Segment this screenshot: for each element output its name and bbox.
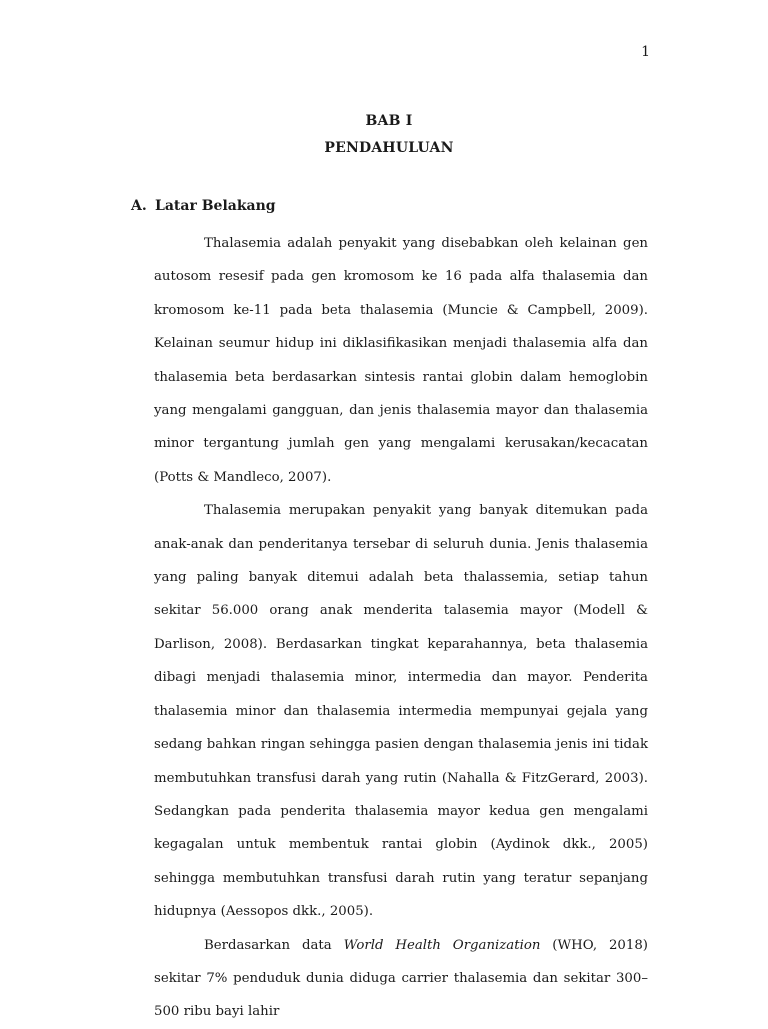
section-letter: A. [131,198,147,214]
paragraph: Thalasemia adalah penyakit yang disebabkan oleh kelainan gen autosom resesif pada gen kromosom ke 16 pada alfa thalasemia dan kromosom ke-11 pada beta thalasemia (Muncie & Campbell, 2009). Kelainan seumur hidup ini diklasifikasikan menjadi thalasemia alfa dan thalasemia beta berdasarkan sintesis rantai globin dalam hemoglobin yang mengalami gangguan, dan jenis thalasemia mayor dan thalasemia minor tergantung jumlah gen yang mengalami kerusakan/kecacatan (Potts & Mandleco, 2007). [154,236,648,485]
paragraph: Thalasemia merupakan penyakit yang banyak ditemukan pada anak-anak dan penderitanya tersebar di seluruh dunia. Jenis thalasemia yang paling banyak ditemui adalah beta thalassemia, setiap tahun sekitar 56.000 orang anak menderita talasemia mayor (Modell & Darlison, 2008). Berdasarkan tingkat keparahannya, beta thalasemia dibagi menjadi thalasemia minor, intermedia dan mayor. Penderita thalasemia minor dan thalasemia intermedia mempunyai gejala yang sedang bahkan ringan sehingga pasien dengan thalasemia jenis ini tidak membutuhkan transfusi darah yang rutin (Nahalla & FitzGerard, 2003). Sedangkan pada penderita thalasemia mayor kedua gen mengalami kegagalan untuk membentuk rantai globin (Aydinok dkk., 2005) sehingga membutuhkan transfusi darah rutin yang teratur sepanjang hidupnya (Aessopos dkk., 2005). [154,503,648,920]
paragraph-rest: (WHO, 2018) sekitar 7% penduduk dunia diduga carrier thalasemia dan sekitar 300–500 ribu bayi lahir [154,937,648,1020]
chapter-label: BAB I [365,113,413,129]
page-number: 1 [641,44,650,60]
section-title: Latar Belakang [155,198,276,214]
section-heading [131,198,276,214]
chapter-title: PENDAHULUAN [324,140,454,156]
paragraph [154,929,648,1029]
body-text [154,227,648,1029]
organization-name: World Health Organization [343,937,541,953]
paragraph-lead: Berdasarkan data [204,937,344,953]
